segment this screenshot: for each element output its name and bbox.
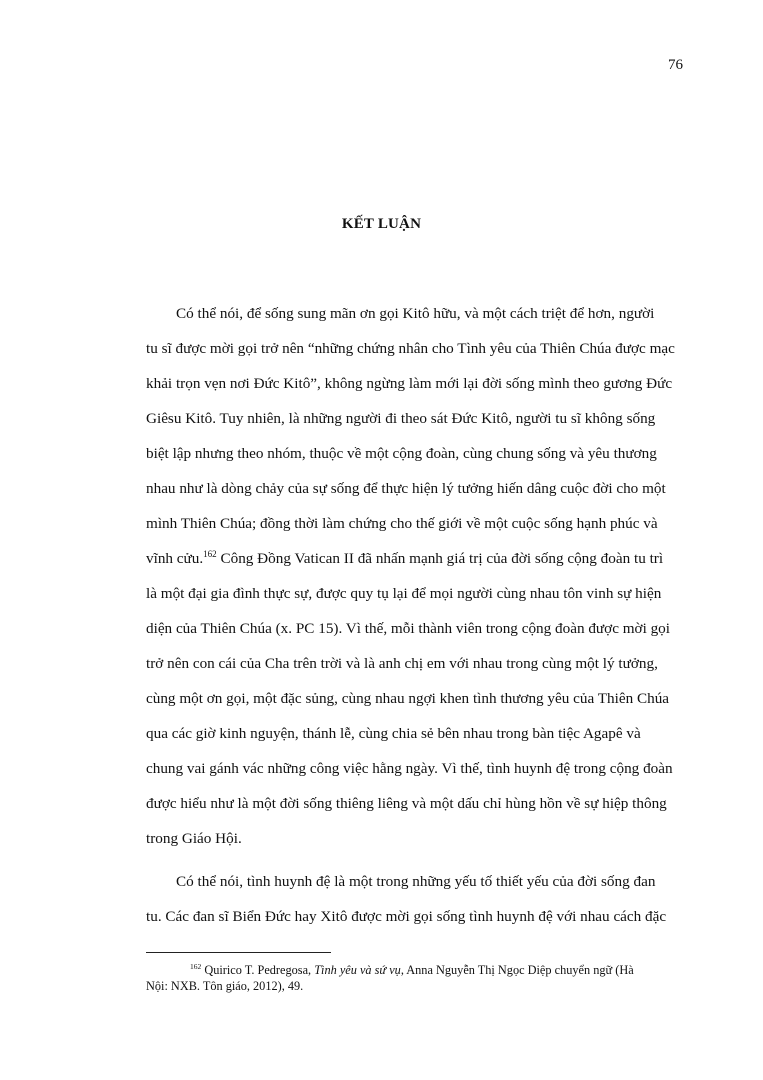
body-line: biệt lập nhưng theo nhóm, thuộc về một cộng đoàn, cùng chung sống và yêu thương xyxy=(146,445,657,462)
footnote-line: Nội: NXB. Tôn giáo, 2012), 49. xyxy=(146,979,304,993)
body-line-end: Công Đồng Vatican II đã nhấn mạnh giá trị của đời sống cộng đoàn tu trì xyxy=(216,550,664,567)
body-line: được hiểu như là một đời sống thiêng liêng và một dấu chỉ hùng hồn về sự hiệp thông xyxy=(146,795,667,812)
footnote-rest: , Anna Nguyễn Thị Ngọc Diệp chuyển ngữ (Hà xyxy=(400,963,634,977)
body-line: nhau như là dòng chảy của sự sống để thực hiện lý tưởng hiến dâng cuộc đời cho một xyxy=(146,480,666,497)
footnote-marker: 162 xyxy=(190,961,202,971)
page-title: KẾT LUẬN xyxy=(341,216,422,232)
body-line: tu sĩ được mời gọi trở nên “những chứng nhân cho Tình yêu của Thiên Chúa được mạc xyxy=(146,340,675,357)
body-line: cùng một ơn gọi, một đặc sủng, cùng nhau ngợi khen tình thương yêu của Thiên Chúa xyxy=(146,690,670,707)
body-line-start: vĩnh cửu. xyxy=(146,550,204,567)
footnote-author: Quirico T. Pedregosa, xyxy=(201,963,315,977)
body-line: trở nên con cái của Cha trên trời và là anh chị em với nhau trong cùng một lý tưởng, xyxy=(146,655,658,672)
body-line: diện của Thiên Chúa (x. PC 15). Vì thế, mỗi thành viên trong cộng đoàn được mời gọi xyxy=(146,620,670,637)
body-line: qua các giờ kinh nguyện, thánh lễ, cùng chia sẻ bên nhau trong bàn tiệc Agapê và xyxy=(146,725,641,742)
body-line: chung vai gánh vác những công việc hằng ngày. Vì thế, tình huynh đệ trong cộng đoàn xyxy=(146,760,673,777)
body-line: khải trọn vẹn nơi Đức Kitô”, không ngừng làm mới lại đời sống mình theo gương Đức xyxy=(146,375,673,392)
body-line-with-footnote xyxy=(146,549,663,569)
body-line: là một đại gia đình thực sự, được quy tụ lại để mọi người cùng nhau tôn vinh sự hiện xyxy=(146,585,662,602)
footnote-reference[interactable]: 162 xyxy=(203,548,217,559)
footnote-line xyxy=(190,962,634,978)
body-line: Giêsu Kitô. Tuy nhiên, là những người đi theo sát Đức Kitô, người tu sĩ không sống xyxy=(146,410,656,427)
page-number: 76 xyxy=(668,57,683,73)
body-line: trong Giáo Hội. xyxy=(146,830,242,847)
body-line: Có thể nói, tình huynh đệ là một trong những yếu tố thiết yếu của đời sống đan xyxy=(176,873,656,890)
body-line: mình Thiên Chúa; đồng thời làm chứng cho thế giới về một cuộc sống hạnh phúc và xyxy=(146,515,658,532)
body-line: Có thể nói, để sống sung mãn ơn gọi Kitô hữu, và một cách triệt để hơn, người xyxy=(176,305,655,322)
footnote-divider xyxy=(146,952,331,953)
body-line: tu. Các đan sĩ Biển Đức hay Xitô được mời gọi sống tình huynh đệ với nhau cách đặc xyxy=(146,908,667,925)
footnote-book-title: Tình yêu và sứ vụ xyxy=(314,963,401,977)
